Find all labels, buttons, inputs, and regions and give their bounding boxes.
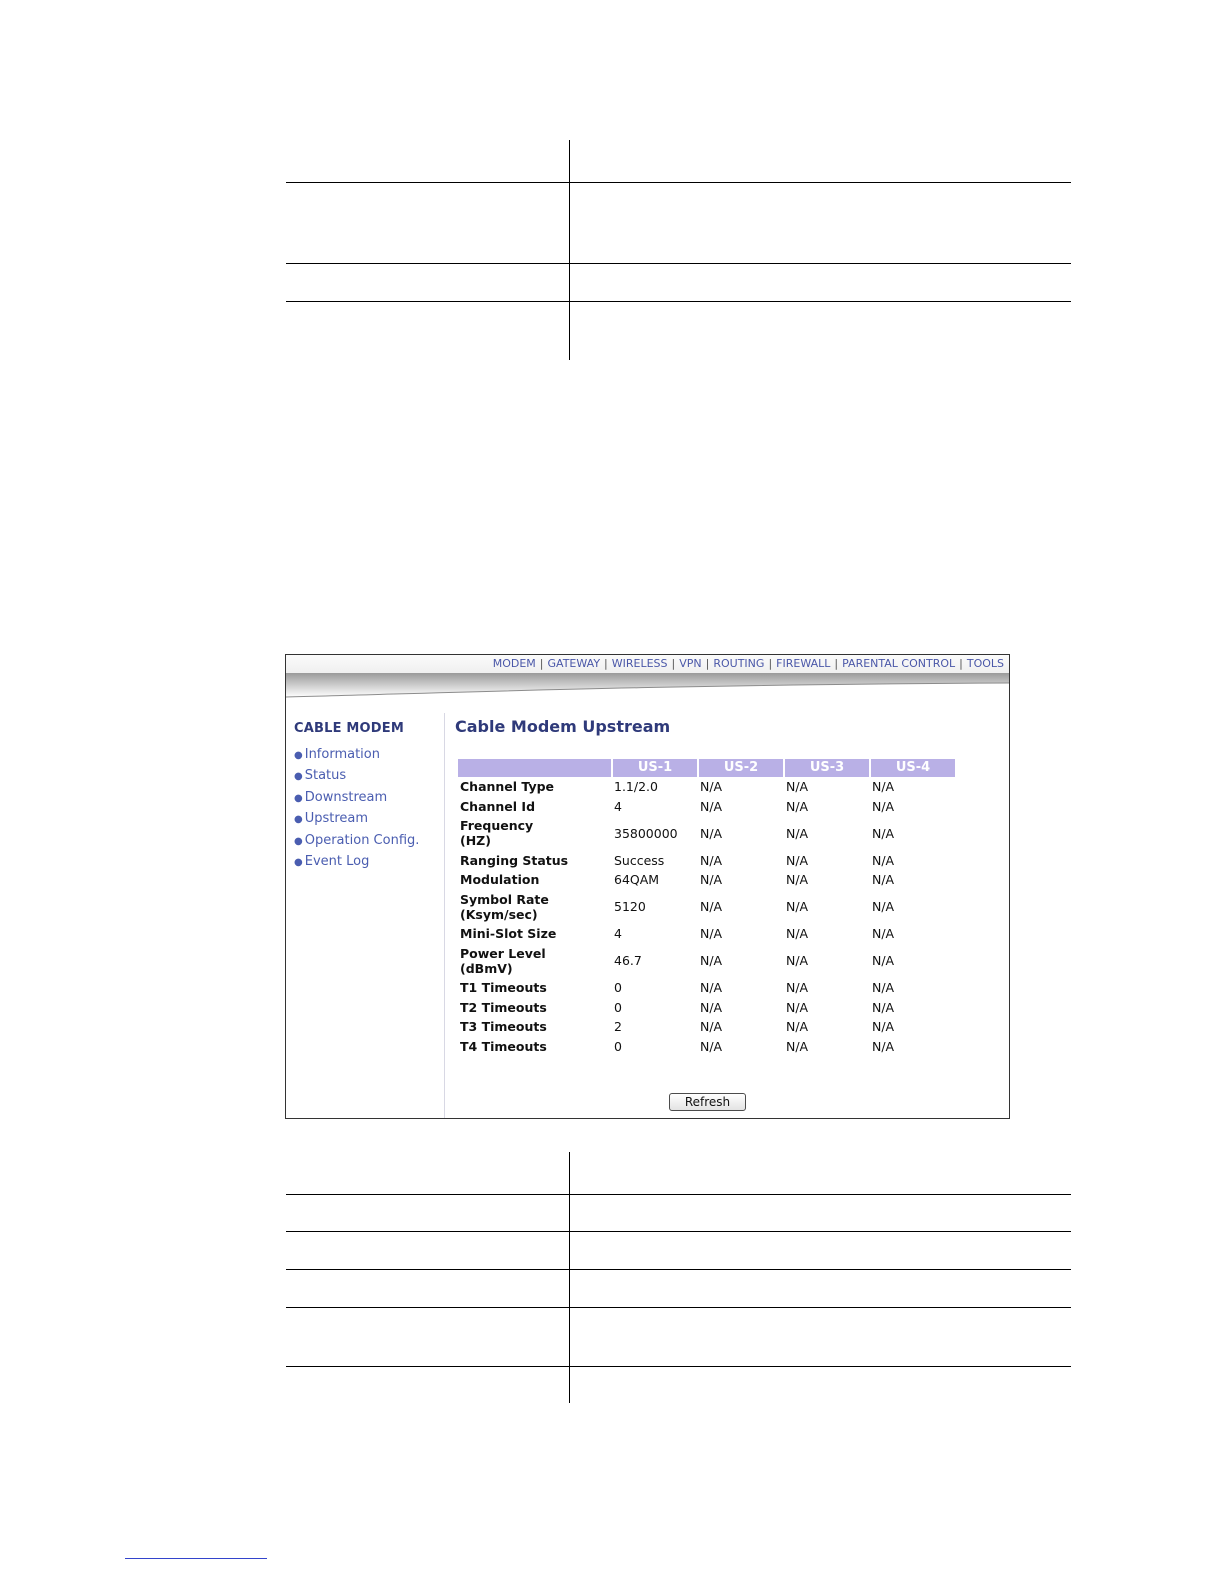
cell-us-3: N/A (786, 1038, 809, 1054)
cell-us-1: 64QAM (614, 872, 660, 888)
row-label-line: Power Level (460, 945, 546, 961)
top-navigation (286, 655, 1009, 675)
table-row (458, 978, 956, 998)
cell-us-4: N/A (872, 798, 895, 814)
document-table-top (286, 140, 1071, 360)
cell-us-2: N/A (700, 852, 723, 868)
table-row (458, 944, 956, 979)
nav-link-modem[interactable]: MODEM (492, 657, 536, 670)
cell-us-1: 4 (614, 926, 622, 942)
row-label-line: Ranging Status (460, 852, 569, 868)
header-swoosh (286, 673, 1009, 703)
page-title: Cable Modem Upstream (455, 717, 671, 736)
row-label (458, 890, 612, 925)
cell-us-2: N/A (700, 999, 723, 1015)
table-row (458, 816, 956, 851)
cell-us-1: 5120 (614, 899, 646, 915)
cell-us-2: N/A (700, 872, 723, 888)
cell-us-3: N/A (786, 779, 809, 795)
bullet-icon: ● (294, 856, 303, 868)
cell-us-1: 0 (614, 980, 622, 996)
table-row (458, 998, 956, 1018)
table-row (458, 1017, 956, 1037)
row-label-line: (Ksym/sec) (460, 906, 538, 922)
table-row (458, 851, 956, 871)
row-label (458, 797, 612, 817)
cell-us-3: N/A (786, 999, 809, 1015)
cell-us-3: N/A (786, 872, 809, 888)
nav-separator: | (539, 657, 544, 670)
bullet-icon: ● (294, 814, 303, 826)
nav-link-routing[interactable]: ROUTING (713, 657, 765, 670)
row-label (458, 816, 612, 851)
row-label-line: (dBmV) (460, 960, 513, 976)
header-us-3: US-3 (784, 759, 870, 777)
sidebar (294, 721, 444, 872)
row-label (458, 870, 612, 890)
table-row-divider (286, 1194, 1071, 1195)
nav-link-parental-control[interactable]: PARENTAL CONTROL (842, 657, 956, 670)
row-label (458, 777, 612, 797)
bullet-icon: ● (294, 771, 303, 783)
sidebar-item-label: Operation Config. (304, 832, 420, 848)
cell-us-2: N/A (700, 953, 723, 969)
cell-us-4: N/A (872, 1038, 895, 1054)
document-table-bottom (286, 1152, 1071, 1403)
nav-separator: | (959, 657, 963, 670)
table-row (458, 924, 956, 944)
table-row (458, 797, 956, 817)
cell-us-3: N/A (786, 980, 809, 996)
row-label-line: Channel Type (460, 779, 555, 795)
row-label-line: T2 Timeouts (460, 999, 547, 1015)
nav-link-vpn[interactable]: VPN (679, 657, 702, 670)
cell-us-4: N/A (872, 872, 895, 888)
row-label-line: Symbol Rate (460, 891, 549, 907)
cell-us-1: 1.1/2.0 (614, 779, 658, 795)
cell-us-1: 4 (614, 798, 622, 814)
sidebar-item-label: Information (304, 747, 380, 762)
row-label (458, 851, 612, 871)
cell-us-3: N/A (786, 852, 809, 868)
table-row-divider (286, 1231, 1071, 1232)
bullet-icon: ● (294, 835, 303, 847)
table-row (458, 870, 956, 890)
nav-separator: | (834, 657, 839, 670)
sidebar-divider (444, 713, 445, 1118)
sidebar-item-downstream[interactable] (294, 787, 444, 808)
cell-us-1: 35800000 (614, 825, 678, 841)
nav-link-firewall[interactable]: FIREWALL (776, 657, 831, 670)
nav-link-tools[interactable]: TOOLS (966, 657, 1004, 670)
cell-us-3: N/A (786, 825, 809, 841)
sidebar-item-event-log[interactable] (294, 851, 444, 872)
header-us-4: US-4 (870, 759, 956, 777)
cell-us-1: 46.7 (614, 953, 642, 969)
sidebar-item-status[interactable] (294, 765, 444, 786)
table-row (458, 1037, 956, 1057)
header-blank-cell (458, 759, 612, 777)
row-label (458, 924, 612, 944)
sidebar-menu (294, 744, 444, 872)
cell-us-2: N/A (700, 899, 723, 915)
cell-us-4: N/A (872, 779, 895, 795)
row-label (458, 944, 612, 979)
cell-us-3: N/A (786, 953, 809, 969)
table-row-divider (286, 182, 1071, 183)
row-label (458, 1037, 612, 1057)
row-label-line: T3 Timeouts (460, 1019, 547, 1035)
cell-us-3: N/A (786, 899, 809, 915)
sidebar-item-label: Event Log (304, 853, 370, 869)
row-label-line: Modulation (460, 872, 540, 888)
table-column-divider (569, 140, 570, 360)
nav-link-gateway[interactable]: GATEWAY (547, 657, 601, 670)
sidebar-item-label: Status (304, 768, 347, 784)
modem-ui-screenshot (285, 654, 1010, 1119)
cell-us-1: 0 (614, 1038, 622, 1054)
cell-us-2: N/A (700, 798, 723, 814)
cell-us-4: N/A (872, 825, 895, 841)
table-row-divider (286, 1269, 1071, 1270)
cell-us-4: N/A (872, 926, 895, 942)
cell-us-4: N/A (872, 953, 895, 969)
table-header-row (458, 759, 956, 777)
sidebar-item-upstream[interactable] (294, 808, 444, 829)
upstream-table (458, 759, 957, 1056)
cell-us-1: 2 (614, 1019, 622, 1035)
sidebar-item-operation-config[interactable] (294, 830, 444, 851)
cell-us-3: N/A (786, 926, 809, 942)
cell-us-1: 0 (614, 999, 622, 1015)
cell-us-4: N/A (872, 980, 895, 996)
sidebar-title: CABLE MODEM (294, 721, 404, 736)
header-us-1: US-1 (612, 759, 698, 777)
refresh-button[interactable]: Refresh (669, 1093, 746, 1111)
row-label-line: T1 Timeouts (460, 980, 547, 996)
row-label (458, 998, 612, 1018)
header-us-2: US-2 (698, 759, 784, 777)
sidebar-item-label: Downstream (304, 789, 388, 805)
nav-separator: | (768, 657, 773, 670)
cell-us-4: N/A (872, 852, 895, 868)
cell-us-4: N/A (872, 999, 895, 1015)
nav-separator: | (705, 657, 710, 670)
row-label (458, 1017, 612, 1037)
table-row-divider (286, 1307, 1071, 1308)
row-label-line: (HZ) (460, 833, 491, 849)
nav-separator: | (671, 657, 676, 670)
table-row-divider (286, 301, 1071, 302)
table-row-divider (286, 263, 1071, 264)
bullet-icon: ● (294, 750, 303, 761)
cell-us-2: N/A (700, 779, 723, 795)
nav-separator: | (604, 657, 608, 670)
cell-us-2: N/A (700, 825, 723, 841)
sidebar-item-label: Upstream (304, 811, 369, 827)
footnote-rule (125, 1558, 267, 1559)
row-label-line: Frequency (460, 818, 534, 834)
cell-us-4: N/A (872, 1019, 895, 1035)
row-label-line: Channel Id (460, 798, 536, 814)
cell-us-2: N/A (700, 980, 723, 996)
table-row (458, 777, 956, 797)
table-row (458, 890, 956, 925)
table-row-divider (286, 1366, 1071, 1367)
cell-us-4: N/A (872, 899, 895, 915)
cell-us-1: Success (614, 852, 665, 868)
cell-us-2: N/A (700, 1038, 723, 1054)
cell-us-3: N/A (786, 798, 809, 814)
cell-us-3: N/A (786, 1019, 809, 1035)
nav-link-wireless[interactable]: WIRELESS (611, 657, 668, 670)
bullet-icon: ● (294, 792, 303, 804)
sidebar-item-information[interactable] (294, 744, 444, 765)
row-label-line: T4 Timeouts (460, 1038, 547, 1054)
row-label-line: Mini-Slot Size (460, 926, 557, 942)
cell-us-2: N/A (700, 926, 723, 942)
cell-us-2: N/A (700, 1019, 723, 1035)
row-label (458, 978, 612, 998)
